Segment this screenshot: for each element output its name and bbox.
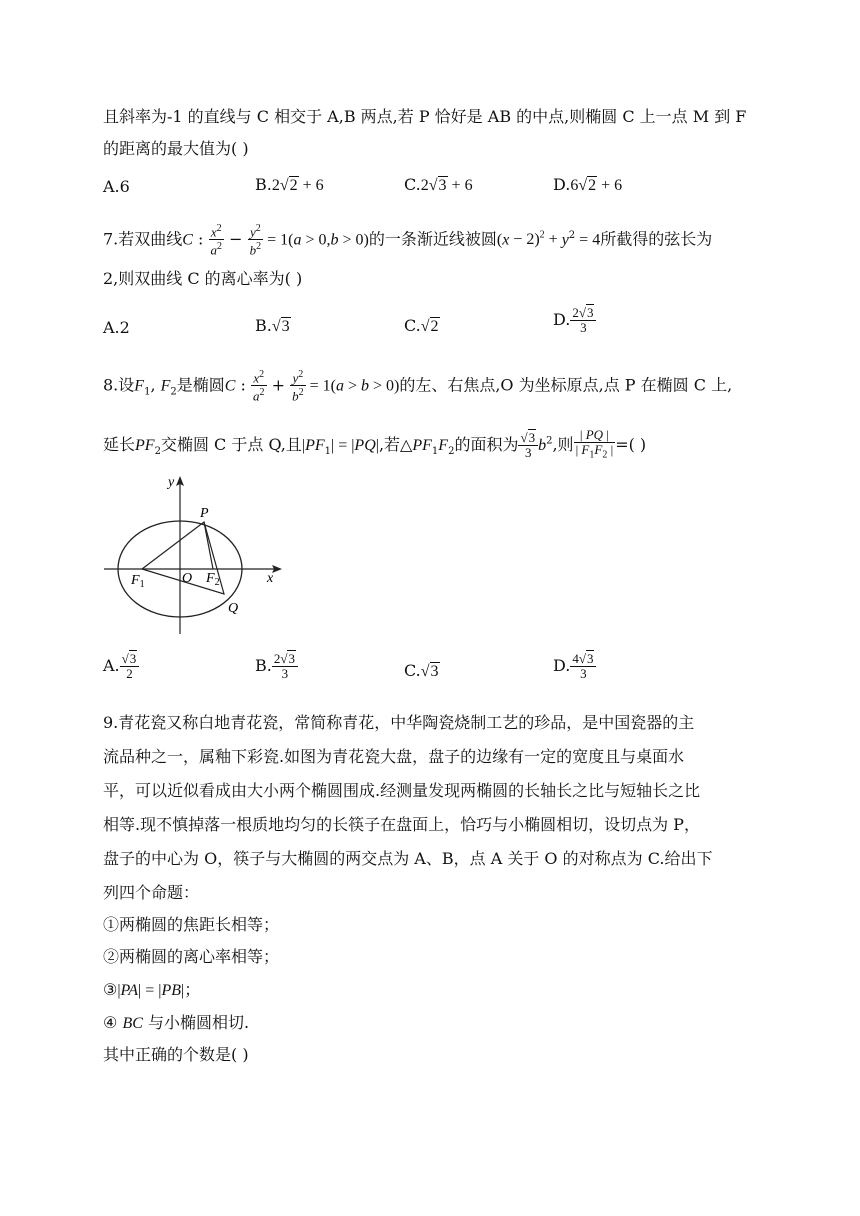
q9-statement-4: ④ BC 与小椭圆相切.	[103, 1013, 250, 1032]
q9-statement-1: ①两椭圆的焦距长相等；	[103, 915, 280, 934]
q9-para-line3: 平，可以近似看成由大小两个椭圆围成.经测量发现两椭圆的长轴长之比与短轴长之比	[103, 781, 701, 800]
q6-text-line1: 且斜率为-1 的直线与 C 相交于 A,B 两点,若 P 恰好是 AB 的中点,则椭圆 C 上一点 M 到 F	[103, 107, 747, 126]
q6-option-a: A.6	[103, 177, 130, 196]
q9-para-line4: 相等.现不慎掉落一根质地均匀的长筷子在盘面上，恰巧与小椭圆相切，设切点为 P，	[103, 815, 700, 834]
q7-text-line1: 7.若双曲线C : $\frac{x^2}{a^2}$ − $\frac{y^2}{b^2}$ = 1(a > 0,b > 0)的一条渐近线被圆$(x - 2)^2 + y^2 = 4$所截得的弦长为	[103, 223, 713, 258]
q9-para-line5: 盘子的中心为 O，筷子与大椭圆的两交点为 A、B，点 A 关于 O 的对称点为 C.给出下	[103, 849, 713, 868]
q7-option-b: B.√3	[255, 316, 290, 335]
q8-option-a: A. $\frac{√3}{2}$	[103, 652, 139, 681]
q8-option-b: B. $\frac{2√3}{3}$	[255, 652, 298, 681]
q9-para-line2: 流品种之一，属釉下彩瓷.如图为青花瓷大盘，盘子的边缘有一定的宽度且与桌面水	[103, 747, 685, 766]
q6-option-b: B.2√2 + 6	[255, 175, 324, 194]
q8-text-line2: 延长$PF_2$交椭圆 C 于点 Q,且$|PF_1| = |PQ|$,若$\triangle PF_1F_2$的面积为 $\frac{√3}{3}$ $b^2$,则 $\frac{| PQ |}{| F_1F_2 |}$ =( )	[103, 427, 647, 461]
label-f1: $F_1$	[131, 573, 145, 590]
q7-option-c: C.√2	[404, 316, 439, 335]
q7-option-d: D. $\frac{2√3}{3}$	[553, 306, 596, 335]
q9-para-line6: 列四个命题：	[103, 883, 200, 902]
label-p: P	[200, 506, 209, 521]
q6-option-c: C.2√3 + 6	[404, 175, 473, 194]
q8-option-d: D. $\frac{4√3}{3}$	[553, 652, 596, 681]
q9-para-line1: 9.青花瓷又称白地青花瓷，常简称青花，中华陶瓷烧制工艺的珍品，是中国瓷器的主	[103, 713, 695, 732]
label-f2: $F_2$	[206, 571, 220, 588]
label-y: y	[168, 475, 175, 490]
label-x: x	[267, 571, 274, 586]
segment-pf2	[204, 522, 213, 569]
ellipse-figure	[100, 474, 285, 639]
label-o: O	[182, 571, 193, 586]
q7-text-line2: 2,则双曲线 C 的离心率为( )	[103, 269, 303, 288]
q9-statement-2: ②两椭圆的离心率相等；	[103, 947, 280, 966]
q8-text-line1: 8.设$F_1$, $F_2$是椭圆C : $\frac{x^2}{a^2}$ + $\frac{y^2}{b^2}$ = 1(a > b > 0)的左、右焦点,O 为坐标原点,点 P 在椭圆 C 上,	[103, 369, 733, 404]
label-q: Q	[228, 601, 239, 616]
q9-statement-3: ③|PA| = |PB|；	[103, 980, 201, 999]
q9-question: 其中正确的个数是( )	[103, 1045, 249, 1064]
q7-option-a: A.2	[103, 318, 130, 337]
q6-option-d: D.6√2 + 6	[553, 175, 623, 194]
q6-text-line2: 的距离的最大值为( )	[103, 139, 249, 158]
q8-option-c: C.√3	[404, 661, 439, 680]
